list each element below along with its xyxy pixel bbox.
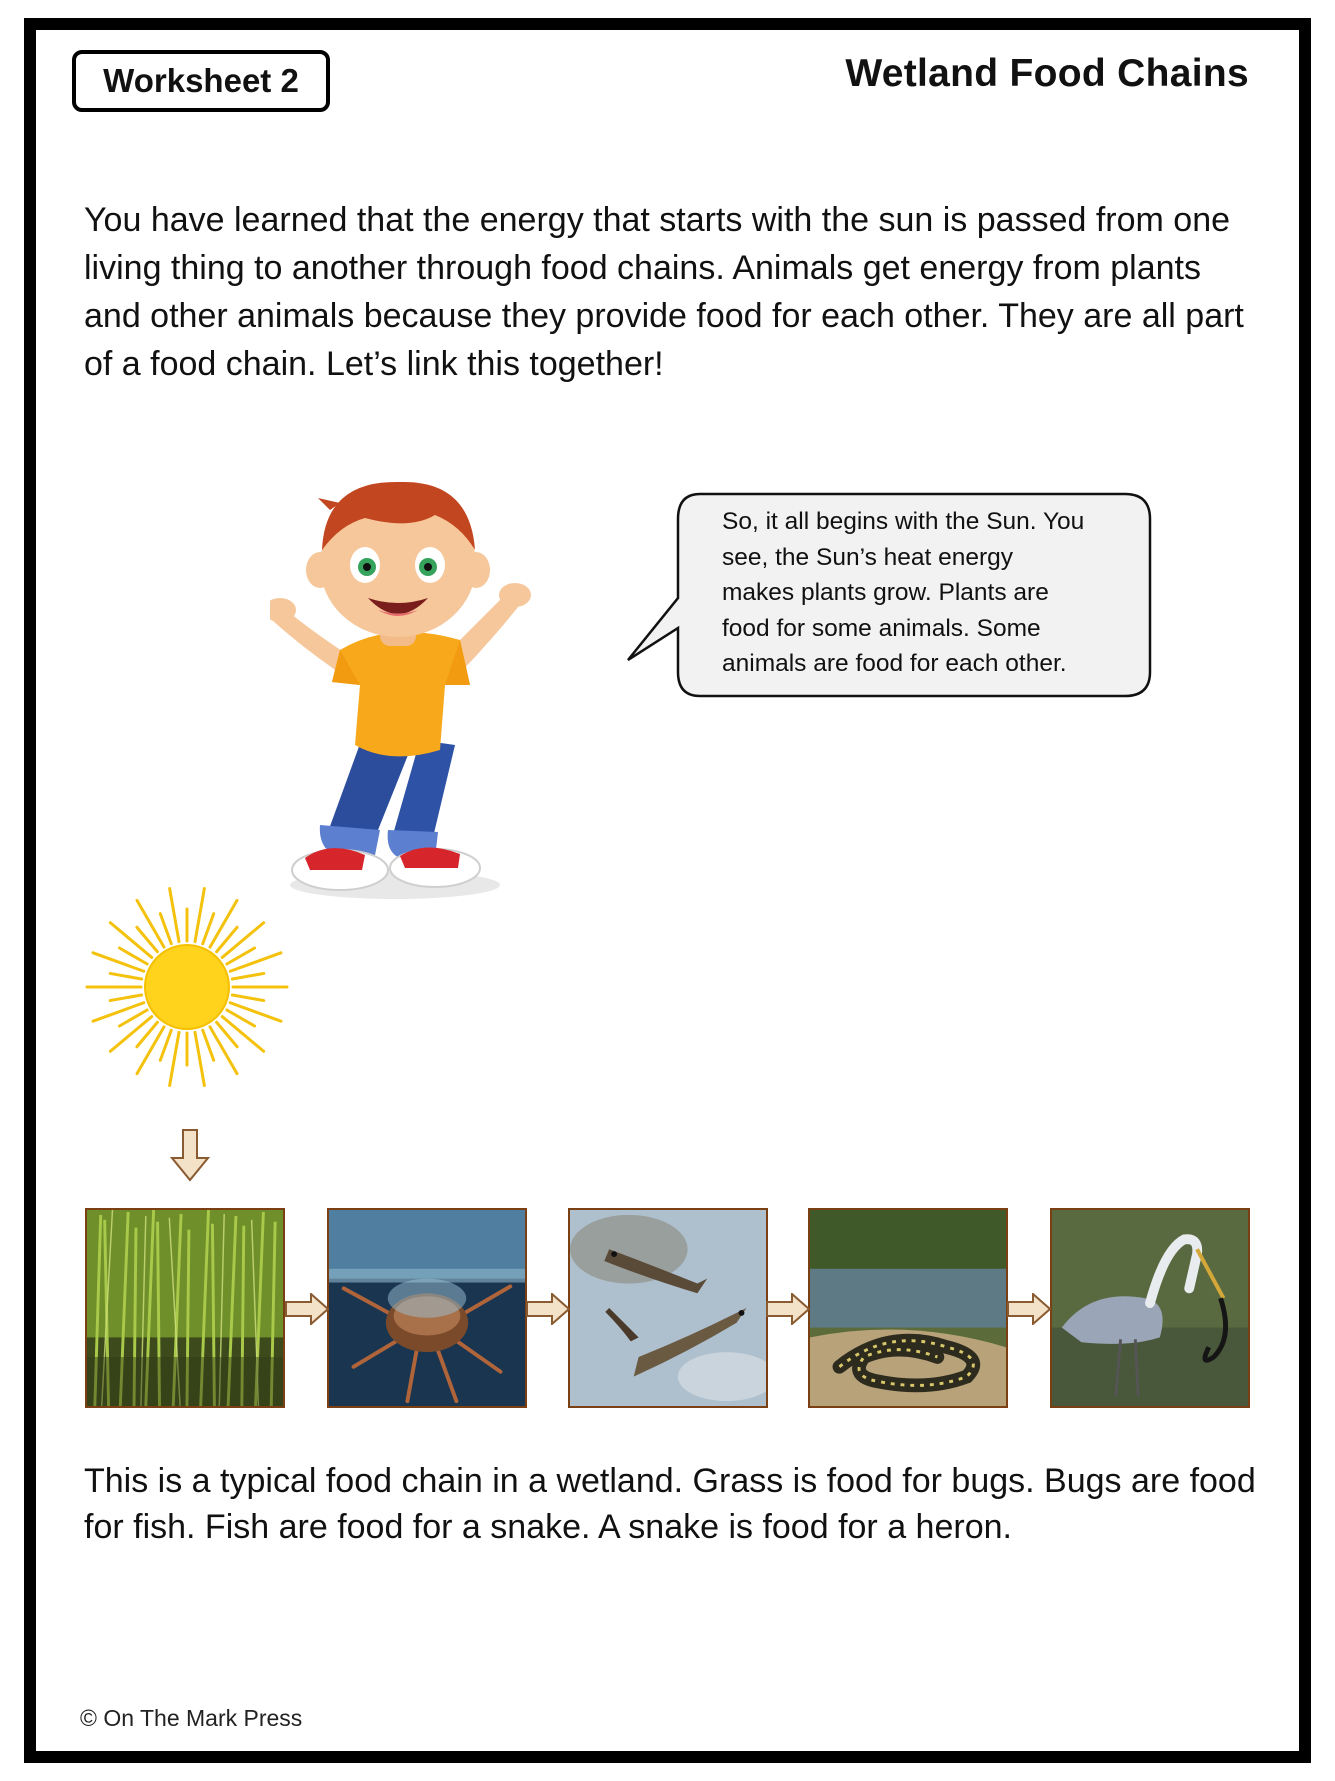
sun-ray [203,1030,214,1060]
summary-paragraph: This is a typical food chain in a wetland. Grass is food for bugs. Bugs are food for fish. Fish are food for a snake. A snake is food for a heron. [84,1462,1256,1546]
sun-ray [110,995,142,1001]
sun-ray [222,1017,263,1052]
water-bug-image [327,1208,527,1408]
speech-line: see, the Sun’s heat energy [722,543,1014,571]
sun-ray [195,1032,204,1085]
sun-ray [222,923,263,958]
sun-ray [232,973,264,979]
sun-ray [195,889,204,942]
sun-ray [110,923,151,958]
heron-image [1050,1208,1250,1408]
sun-ray [230,1003,281,1021]
sun-ray [160,914,171,944]
sun-ray [137,900,164,947]
cartoon-boy-illustration [270,470,600,910]
sun-ray [210,1027,237,1074]
snake-image [808,1208,1008,1408]
grass-image [85,1208,285,1408]
worksheet-label [72,50,330,112]
sun-ray [203,914,214,944]
sun-ray [93,953,144,971]
sun-ray [137,1027,164,1074]
speech-line: So, it all begins with the Sun. You [722,508,1085,535]
sun-ray [110,973,142,979]
sun-ray [160,1030,171,1060]
chain-arrow-icon [526,1293,570,1325]
sun-ray [230,953,281,971]
sun-ray [232,995,264,1001]
speech-line: makes plants grow. Plants are [722,579,1049,606]
sun-ray [210,900,237,947]
sun-ray [93,1003,144,1021]
down-arrow-icon [168,1128,212,1182]
speech-bubble-text [722,504,1132,682]
sun-ray [110,1017,151,1052]
chain-arrow-icon [285,1293,329,1325]
speech-line: animals are food for each other. [722,650,1067,677]
copyright-text: © On The Mark Press [80,1705,303,1731]
page-title: Wetland Food Chains [845,52,1249,95]
intro-paragraph: You have learned that the energy that starts with the sun is passed from one living thing to another through food chains. Animals get energy from plants and other animals because they provide food for each other. They are all part of a food chain. Let’s link this together! [84,201,1244,383]
speech-line: food for some animals. Some [722,614,1041,642]
worksheet-label-text: Worksheet 2 [103,62,299,99]
chain-arrow-icon [1007,1293,1051,1325]
sun-ray [170,1032,179,1085]
fish-image [568,1208,768,1408]
sun-illustration [82,882,292,1092]
sun-ray [170,889,179,942]
chain-arrow-icon [766,1293,810,1325]
